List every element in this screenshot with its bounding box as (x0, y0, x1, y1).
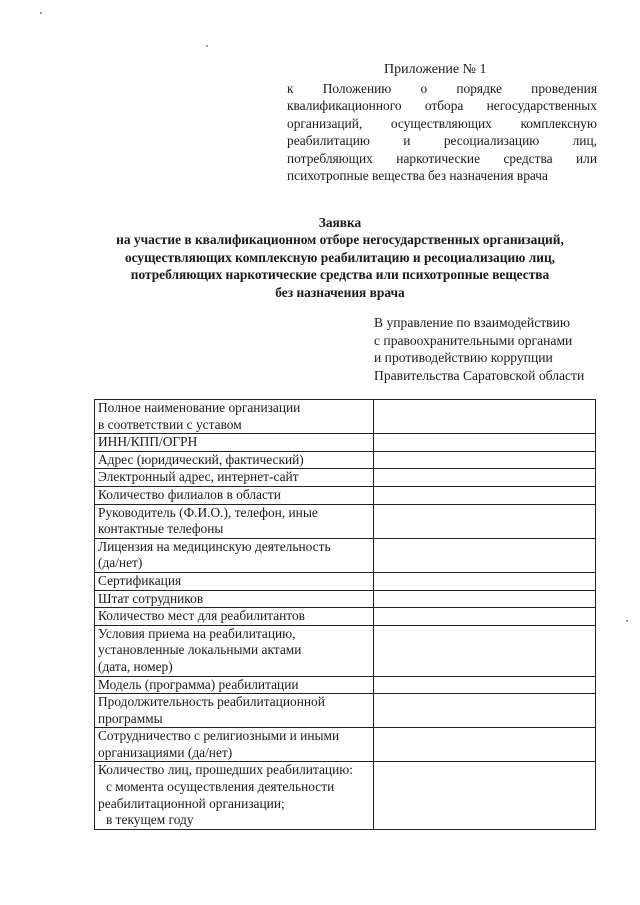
field-label-line: (да/нет) (98, 555, 143, 571)
table-row (95, 400, 596, 434)
field-label-line: в текущем году (106, 812, 194, 828)
field-label (95, 608, 374, 626)
field-label-line: организациями (да/нет) (98, 744, 233, 760)
field-label-line: Количество филиалов в области (98, 486, 281, 502)
field-label (95, 451, 374, 469)
field-label-line: (дата, номер) (98, 658, 173, 674)
field-label-line: Адрес (юридический, фактический) (98, 451, 304, 467)
field-label-line: ИНН/КПП/ОГРН (98, 434, 198, 450)
table-row (95, 728, 596, 762)
field-label (95, 486, 374, 504)
field-label-line: Полное наименование организации (98, 400, 301, 415)
table-row (95, 694, 596, 728)
field-label (95, 469, 374, 487)
table-row (95, 434, 596, 452)
field-label-line: контактные телефоны (98, 521, 224, 537)
addressee-block (374, 314, 584, 384)
table-row (95, 504, 596, 538)
field-label-line: Электронный адрес, интернет-сайт (98, 469, 299, 485)
appendix-line: потребляющих наркотические средства или (287, 150, 597, 166)
table-row (95, 469, 596, 487)
table-row (95, 451, 596, 469)
appendix-title: Приложение № 1 (384, 62, 487, 77)
field-value-cell[interactable] (373, 625, 595, 676)
field-label-line: Количество лиц, прошедших реабилитацию: (98, 762, 353, 778)
field-value-cell[interactable] (373, 728, 595, 762)
field-label-line: программы (98, 710, 163, 726)
field-label (95, 504, 374, 538)
field-value-cell[interactable] (373, 538, 595, 572)
field-label-line: в соответствии с уставом (98, 416, 242, 432)
table-row (95, 608, 596, 626)
heading-line: без назначения врача (275, 284, 405, 300)
scan-speck (40, 12, 42, 14)
heading-line: потребляющих наркотические средства или психотропные вещества (130, 267, 550, 283)
field-value-cell[interactable] (373, 572, 595, 590)
field-label (95, 400, 374, 434)
scan-speck (626, 620, 628, 622)
field-value-cell[interactable] (373, 694, 595, 728)
field-label (95, 625, 374, 676)
field-value-cell[interactable] (373, 434, 595, 452)
field-label (95, 590, 374, 608)
field-value-cell[interactable] (373, 676, 595, 694)
field-label (95, 694, 374, 728)
field-value-cell[interactable] (373, 590, 595, 608)
field-value-cell[interactable] (373, 486, 595, 504)
table-row (95, 572, 596, 590)
field-label-line: Лицензия на медицинскую деятельность (98, 538, 331, 554)
field-value-cell[interactable] (373, 469, 595, 487)
application-form-table (94, 399, 596, 830)
table-row (95, 625, 596, 676)
heading-line: на участие в квалификационном отборе негосударственных организаций, (116, 232, 564, 248)
field-label-line: Количество мест для реабилитантов (98, 608, 305, 624)
table-row (95, 676, 596, 694)
field-label (95, 762, 374, 829)
addressee-line: и противодействию коррупции (374, 350, 553, 366)
appendix-line: к Положению о порядке проведения (287, 81, 597, 96)
addressee-line: Правительства Саратовской области (374, 367, 585, 383)
field-label-line: Сотрудничество с религиозными и иными (98, 728, 340, 744)
table-row (95, 538, 596, 572)
appendix-line: психотропные вещества без назначения врача (287, 168, 548, 184)
field-label (95, 676, 374, 694)
heading-line: осуществляющих комплексную реабилитацию и ресоциализацию лиц, (124, 249, 556, 265)
table-row (95, 762, 596, 829)
field-value-cell[interactable] (373, 762, 595, 829)
application-heading (85, 214, 595, 301)
appendix-line: организаций, осуществляющих комплексную (287, 115, 597, 131)
field-label (95, 572, 374, 590)
field-label-line: с момента осуществления деятельности (106, 779, 335, 795)
field-label-line: реабилитационной организации; (98, 795, 285, 811)
addressee-line: В управление по взаимодействию (374, 315, 571, 330)
scan-speck (206, 45, 208, 47)
field-value-cell[interactable] (373, 504, 595, 538)
heading-line: Заявка (318, 215, 362, 230)
field-label-line: установленные локальными актами (98, 642, 302, 658)
field-label (95, 728, 374, 762)
field-value-cell[interactable] (373, 451, 595, 469)
field-value-cell[interactable] (373, 400, 595, 434)
field-label (95, 538, 374, 572)
appendix-body (287, 80, 597, 184)
field-label (95, 434, 374, 452)
field-label-line: Условия приема на реабилитацию, (98, 625, 296, 641)
field-label-line: Продолжительность реабилитационной (98, 694, 325, 710)
field-label-line: Руководитель (Ф.И.О.), телефон, иные (98, 504, 318, 520)
appendix-line: квалификационного отбора негосударственных (287, 98, 597, 114)
appendix-line: реабилитацию и ресоциализацию лиц, (287, 133, 597, 149)
field-label-line: Модель (программа) реабилитации (98, 676, 299, 692)
field-label-line: Сертификация (98, 572, 182, 588)
field-value-cell[interactable] (373, 608, 595, 626)
table-row (95, 486, 596, 504)
addressee-line: с правоохранительными органами (374, 332, 573, 348)
table-row (95, 590, 596, 608)
field-label-line: Штат сотрудников (98, 590, 204, 606)
